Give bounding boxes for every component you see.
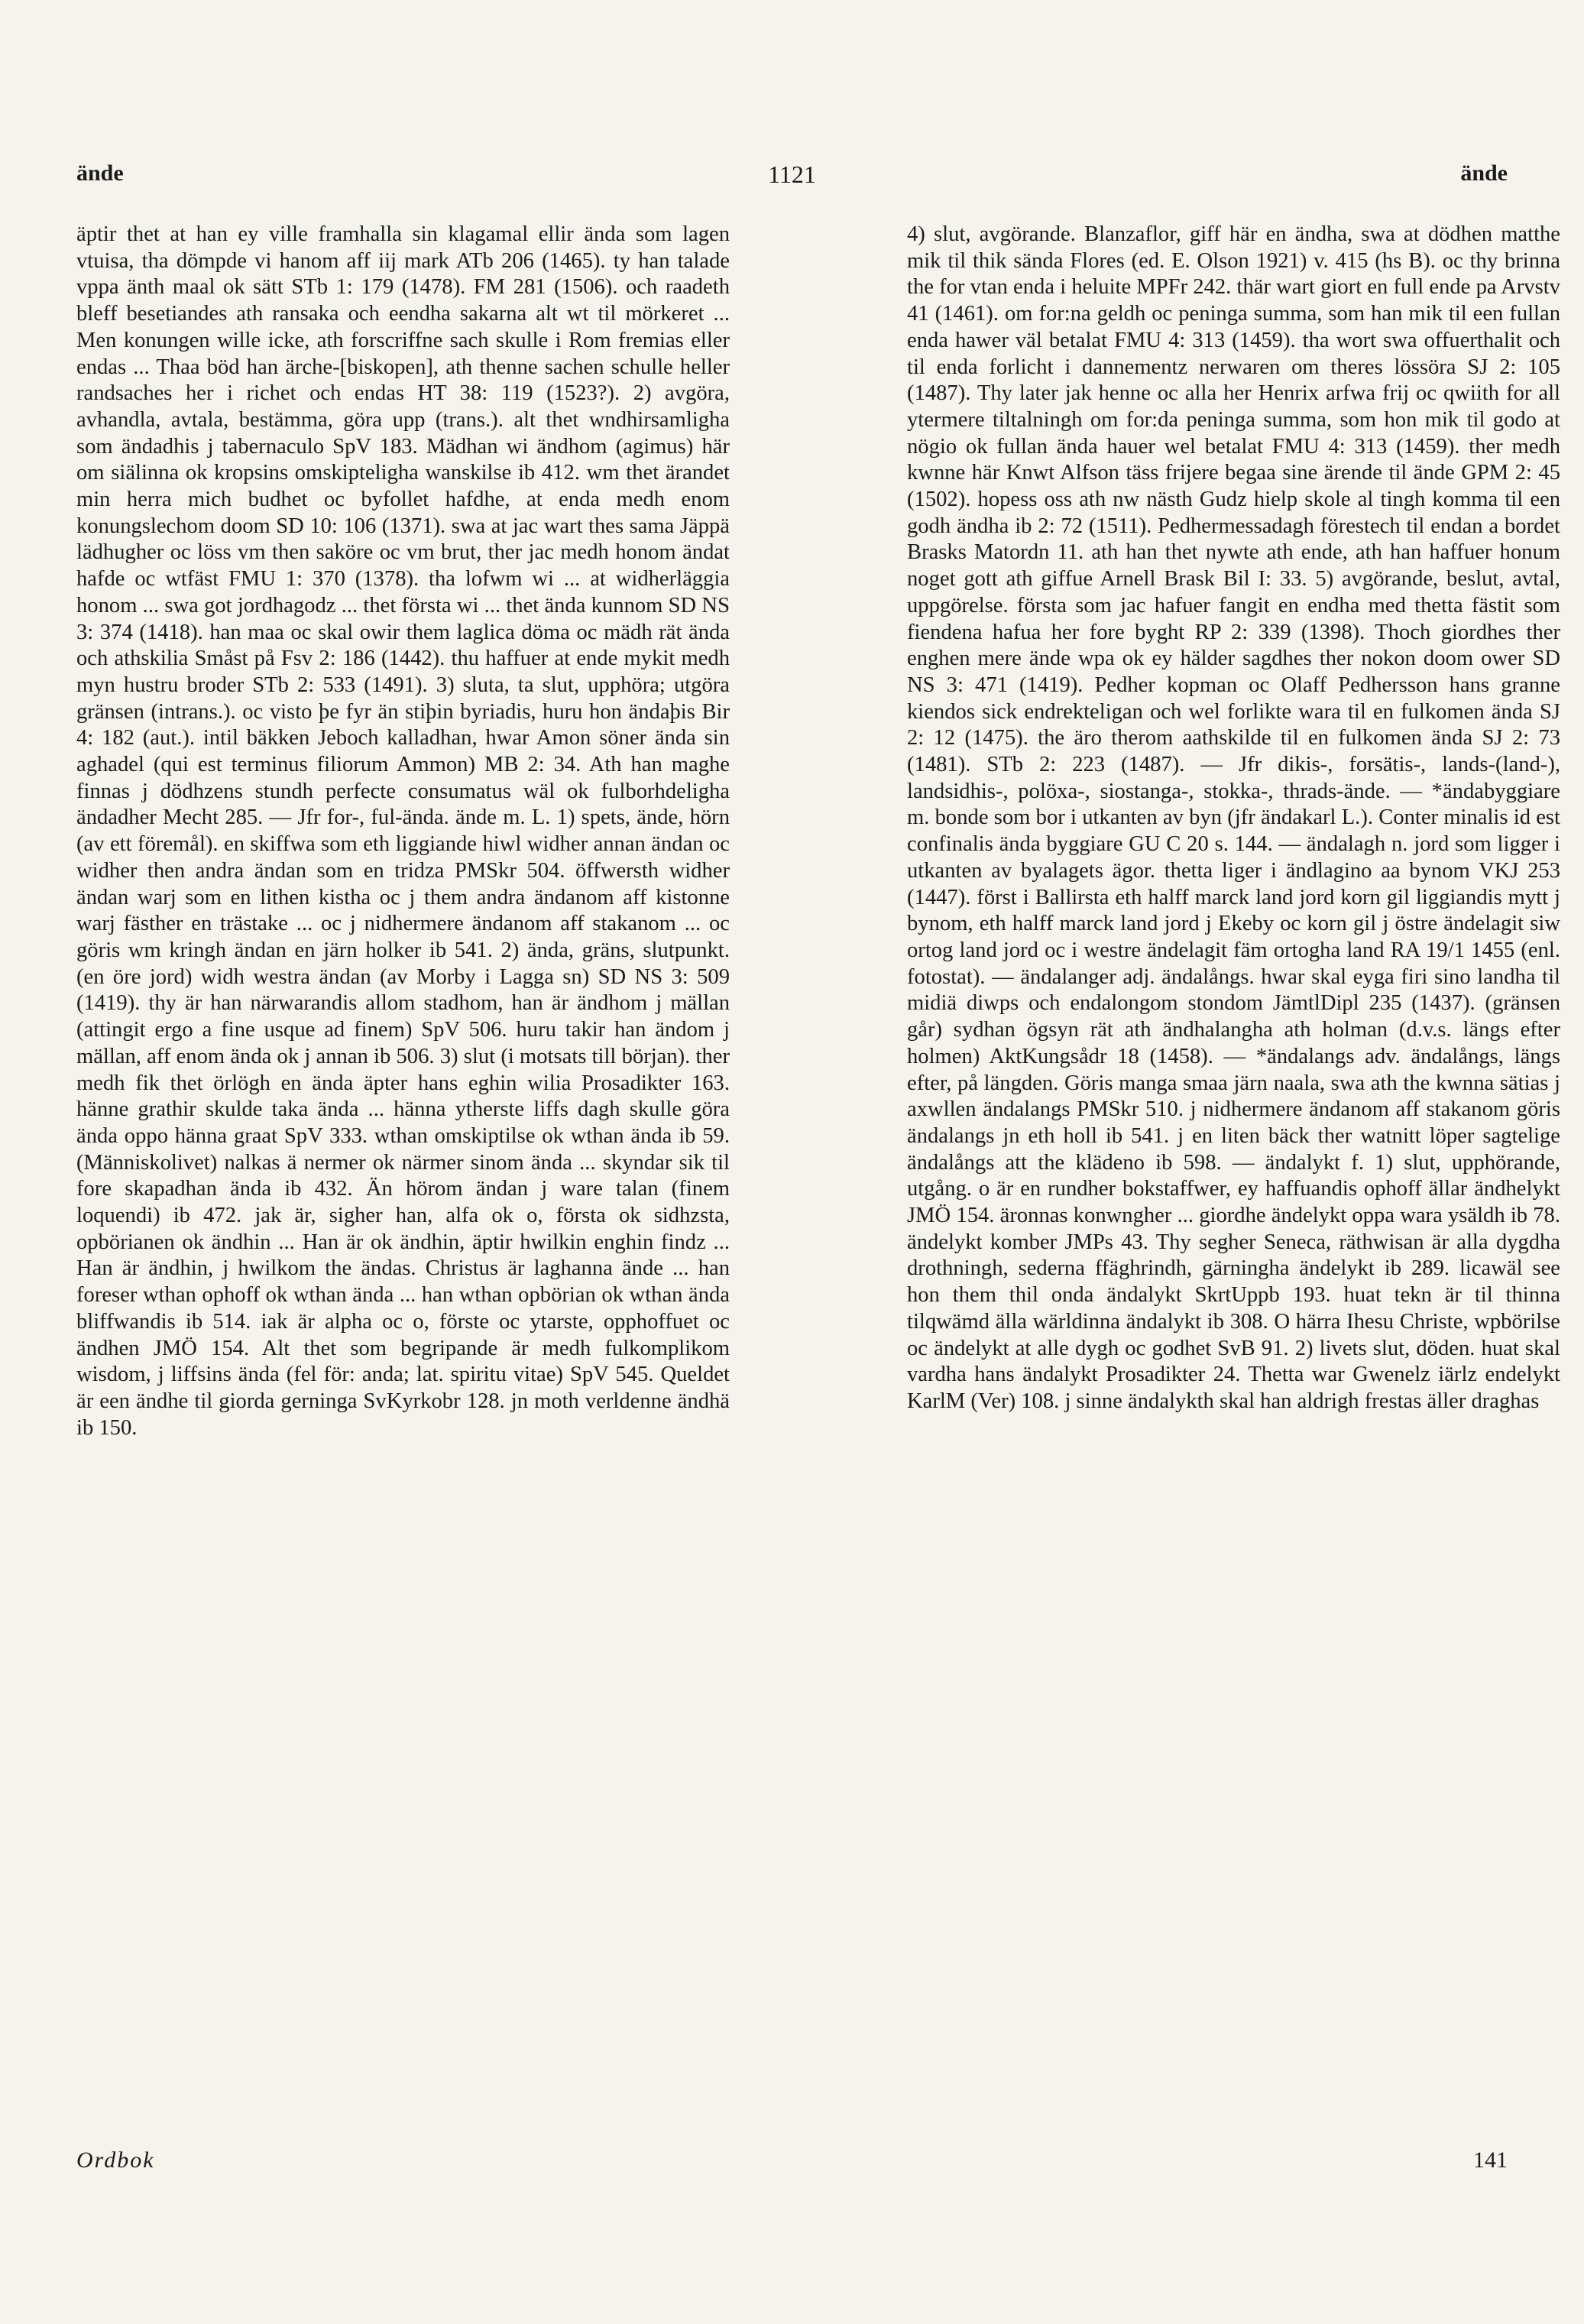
right-column-text: 4) slut, avgörande. Blanzaflor, giff här en ändha, swa at dödhen matthe mik til thik sända Flores (ed. E. Olson 1921) v. 415 (hs B). oc thy brinna the for vtan enda i heluite MPFr 242. thär wart giort en full ende pa Arvstv 41 (1461). om for:na geldh oc peninga summa, som han mik til een fullan enda hawer väl betalat FMU 4: 313 (1459). tha wort swa offuerthalit och til enda forlicht i dannementz nerwaren om theres lössöra SJ 2: 105 (1487). Thy later jak henne oc alla her Henrix arfwa frij oc qwiith for all ytermere tiltalningh om for:da peninga summa, som hon mik til godo at nögio ok fullan ända hauer wel betalat FMU 4: 313 (1459). ther medh kwnne här Knwt Alfson täss frijere begaa sine ärende til ände GPM 2: 45 (1502). hopess oss ath nw nästh Gudz hielp skole al tingh komma til een godh ändha ib 2: 72 (1511). Pedhermessadagh förestech til endan a bordet Brasks Matordn 11. ath han thet nywte ath ende, ath han haffuer honum noget gott ath giffue Arnell Brask Bil I: 33. 5) avgörande, beslut, avtal, uppgörelse. första som jac hafuer fangit en endha med thetta fästit som fiendena hafua her fore byght RP 2: 339 (1398). Thoch giordhes ther enghen mere ände wpa ok ey hälder sagdhes ther nokon doom ower SD NS 3: 471 (1419). Pedher kopman oc Olaff Pedhersson hans granne kiendos sick endrekteligan och wel forlikte wara til en fulkomen ända SJ 2: 12 (1475). the äro therom aathskilde til en fulkomen ända SJ 2: 73 (1481). STb 2: 223 (1487). — Jfr dikis-, forsätis-, lands-(land-), landsidhis-, polöxa-, siostanga-, stokka-, thrads-ände. — *ändabyggiare m. bonde som bor i utkanten av byn (jfr ändakarl L.). Conter minalis id est confinalis ända byggiare GU C 20 s. 144. — ändalagh n. jord som ligger i utkanten av byalagets ägor. thetta liger i ändlagino aa bynom VKJ 253 (1447). först i Ballirsta eth halff marck land jord korn gil liggiandis mytt j bynom, eth halff marck land jord j Ekeby oc korn gil j östre ändelagit siw ortog land jord oc i westre ändelagit fäm ortogha land RA 19/1 1455 (enl. fotostat). — ändalanger adj. ändalångs. hwar skal eyga firi sino landha til midiä diwps och endalongom stondom JämtlDipl 235 (1437). (gränsen går) sydhan ögsyn rät ath ändhalangha ath holman (d.v.s. längs efter holmen) AktKungsådr 18 (1458). — *ändalangs adv. ändalångs, längs efter, på längden. Göris manga smaa järn naala, swa ath the kwnna sätias j axwllen ändalangs PMSkr 510. j nidhermere ändanom aff stakanom göris ändalangs jn eth holl ib 541. j en liten bäck ther watnitt löper sagtelige ändalångs att the klädeno ib 598. — ändalykt f. 1) slut, upphörande, utgång. o är en rundher bokstaffwer, ey haffuandis ophoff ällar ändhelykt JMÖ 154. äronnas konwngher ... giordhe ändelykt oppa wara ysäldh ib 78. ändelykt komber JMPs 43. Thy segher Seneca, räthwisan är alla dygdha drothningh, sederna ffäghrindh, gärningha ändelykt ib 289. licawäl see hon them thil onda ändalykt SkrtUppb 193. huat tekn är til thinna tilqwämd älla wärldinna ändalykt ib 308. O härra Ihesu Christe, wpbörilse oc ändelykt at alle dygh oc godhet SvB 91. 2) livets slut, döden. huat skal vardha hans ändalykt Prosadikter 24. Thetta war Gwenelz iärlz endelykt KarlM (Ver) 108. j sinne ändalykth skal han aldrigh frestas äller draghas <box>907 222 1560 1413</box>
left-column <box>76 222 730 2132</box>
signature-mark: Ordbok <box>76 2147 155 2173</box>
sheet-number: 141 <box>1473 2147 1508 2173</box>
right-column <box>907 222 1560 2132</box>
page-header <box>76 160 1508 199</box>
page-number: 1121 <box>768 160 816 188</box>
left-column-text: äptir thet at han ey ville framhalla sin klagamal ellir ända som lagen vtuisa, tha dömpde vi hanom aff iij mark ATb 206 (1465). ty han talade vppa änth maal ok sätt STb 1: 179 (1478). FM 281 (1506). och raadeth bleff besetiandes ath ransaka och eendha sakarna alt wt til mörkeret ... Men konungen wille icke, ath forscriffne sach skulle i Rom fremias eller endas ... Thaa böd han ärche-[biskopen], ath thenne sachen schulle heller randsaches her i richet och endas HT 38: 119 (1523?). 2) avgöra, avhandla, avtala, bestämma, göra upp (trans.). alt thet wndhirsamligha som ändadhis j tabernaculo SpV 183. Mädhan wi ändhom (agimus) här om siälinna ok kropsins omskipteligha wanskilse ib 412. wm thet ärandet min herra mich budhet oc byfollet hafdhe, at enda medh enom konungslechom doom SD 10: 106 (1371). swa at jac wart thes sama Jäppä lädhugher oc löss vm then saköre oc vm brut, ther jac medh honom ändat hafde oc wtfäst FMU 1: 370 (1378). tha lofwm wi ... at widherläggia honom ... swa got jordhagodz ... thet första wi ... thet ända kunnom SD NS 3: 374 (1418). han maa oc skal owir them laglica döma oc mädh rät ända och athskilia Småst på Fsv 2: 186 (1442). thu haffuer at ende mykit medh myn hustru broder STb 2: 533 (1491). 3) sluta, ta slut, upphöra; utgöra gränsen (intrans.). oc visto þe fyr än stiþin byriadis, huru hon ändaþis Bir 4: 182 (aut.). intil bäkken Jeboch kalladhan, hwar Amon söner ända sin aghadel (qui est terminus filiorum Ammon) MB 2: 34. Ath han maghe finnas j dödhzens stundh perfecte consumatus wäl ok fulborhdeligha ändadher Mecht 285. — Jfr for-, ful-ända. ände m. L. 1) spets, ände, hörn (av ett föremål). en skiffwa som eth liggiande hiwl widher annan ändan oc widher then andra ändan som en tridza PMSkr 504. öffwersth widher ändan warj som en lithen kistha oc j them andra ändanom aff kistonne warj fästher en trästake ... oc j nidhermere ändanom aff stakanom ... oc göris wm kringh ändan en järn holker ib 541. 2) ända, gräns, slutpunkt. (en öre jord) widh westra ändan (av Morby i Lagga sn) SD NS 3: 509 (1419). thy är han närwarandis allom stadhom, han är ändhom j mällan (attingit ergo a fine usque ad finem) SpV 506. huru takir han ändom j mällan, aff enom ända ok j annan ib 506. 3) slut (i motsats till början). ther medh fik thet örlögh en ända äpter hans eghin wilia Prosadikter 163. hänne grathir skulde taka ända ... hänna ytherste liffs dagh skulle göra ända oppo hänna graat SpV 333. wthan omskiptilse ok wthan ända ib 59. (Människolivet) nalkas ä nermer ok närmer sinom ända ... skyndar sik til fore skapadhan ända ib 432. Än hörom ändan j ware talan (finem loquendi) ib 472. jak är, sigher han, alfa ok o, första ok sidhzsta, opbörianen ok ändhin ... Han är ok ändhin, äptir hwilkin enghin findz ... Han är ändhin, j hwilkom the ändas. Christus är laghanna ände ... han foreser wthan ophoff ok wthan ända ... han wthan opbörian ok wthan ända bliffwandis ib 514. iak är alpha oc o, förste oc ytarste, opphoffuet oc ändhen JMÖ 154. Alt thet som begripande är medh fulkomplikom wisdom, j liffsins ända (fel för: anda; lat. spiritu vitae) SpV 545. Queldet är een ändhe til giorda gerninga SvKyrkobr 128. jn moth verldenne ändhä ib 150. <box>76 222 730 1440</box>
page-footer <box>76 2147 1508 2186</box>
running-head-left: ände <box>76 160 124 186</box>
running-head-right: ände <box>1460 160 1508 186</box>
